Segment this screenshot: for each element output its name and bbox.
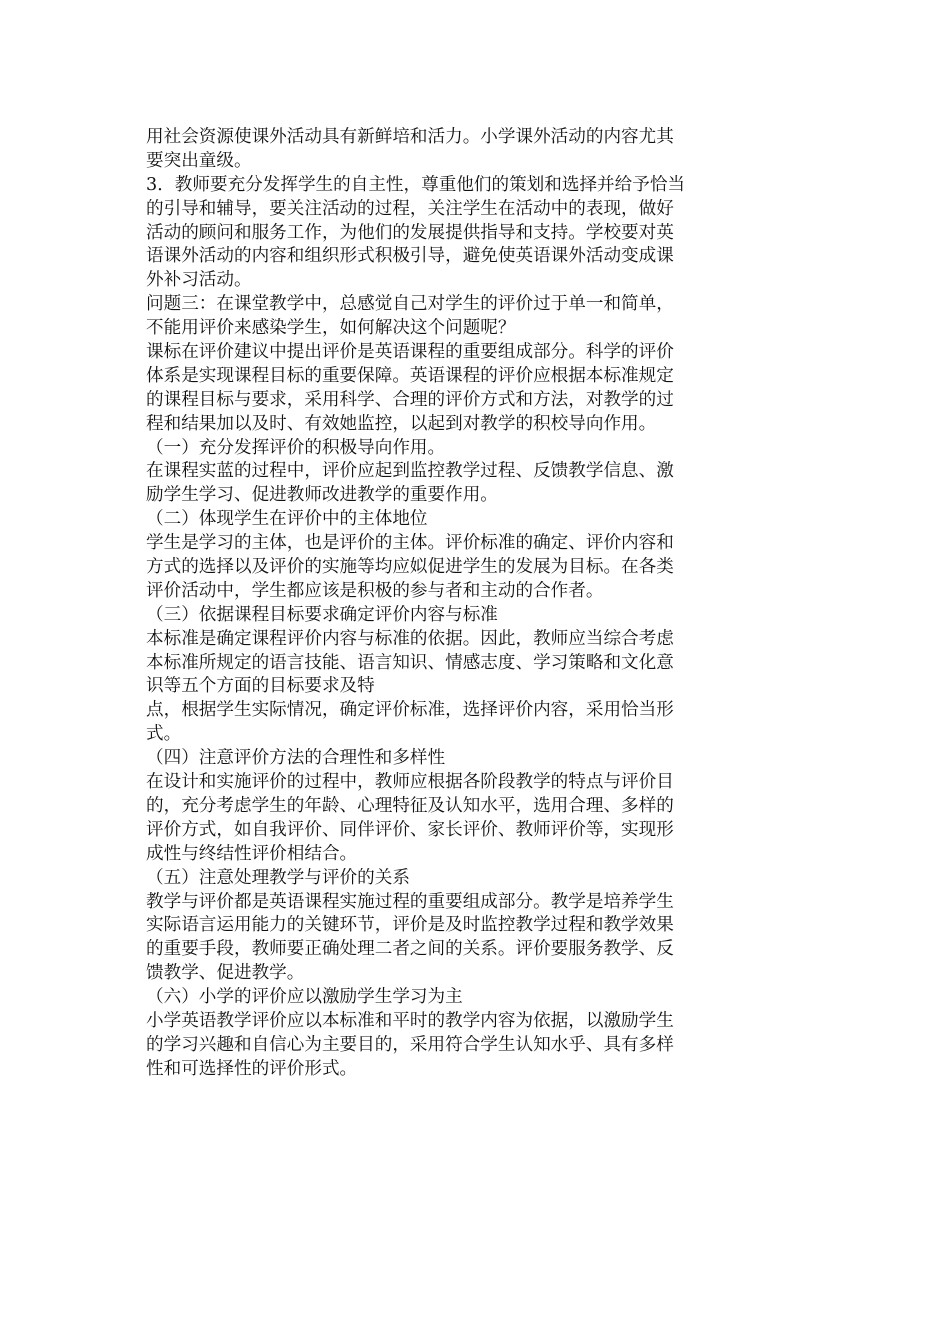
text-line: 课标在评价建议中提出评价是英语课程的重要组成部分。科学的评价 xyxy=(146,342,674,363)
section-heading-4: （四）注意评价方法的合理性和多样性 xyxy=(146,748,446,769)
text-line: 评价方式，如自我评价、同伴评价、家长评价、教师评价等，实现形 xyxy=(146,819,674,840)
text-line: 要突出童级。 xyxy=(146,150,252,171)
text-line: 评价活动中，学生都应该是积极的参与者和主动的合作者。 xyxy=(146,580,604,601)
text-line: 小学英语教学评价应以本标准和平时的教学内容为依据，以激励学生 xyxy=(146,1010,674,1031)
text-line: 馈教学、促进教学。 xyxy=(146,963,305,984)
question-heading: 问题三：在课堂教学中，总感觉自己对学生的评价过于单一和简单， xyxy=(146,294,674,315)
text-line: 的课程目标与要求，采用科学、合理的评价方式和方法，对教学的过 xyxy=(146,389,674,410)
text-line: 方式的选择以及评价的实施等均应姒促进学生的发展为目标。在各类 xyxy=(146,557,674,578)
text-line: 用社会资源使课外活动具有新鲜培和活力。小学课外活动的内容尤其 xyxy=(146,127,674,147)
text-line: 式。 xyxy=(146,724,182,745)
text-line: 励学生学习、促进教师改进教学的重要作用。 xyxy=(146,485,498,506)
text-line: 语课外活动的内容和组织形式积极引导，避免使英语课外活动变成课 xyxy=(146,246,674,267)
text-line: 本标准是确定课程评价内容与标准的依据。因此，教师应当综合考虑 xyxy=(146,628,674,649)
text-line: 识等五个方面的目标要求及特 xyxy=(146,676,375,697)
document-page xyxy=(146,126,796,1082)
text-line: 本标准所规定的语言技能、语言知识、情感志度、学习策略和文化意 xyxy=(146,652,674,673)
text-line: 的重要手段，教师要正确处理二者之间的关系。评价要服务教学、反 xyxy=(146,939,674,960)
text-line: 点，根据学生实际情况，确定评价标准，选择评价内容，采用恰当形 xyxy=(146,700,674,721)
text-line: 教学与评价都是英语课程实施过程的重要组成部分。教学是培养学生 xyxy=(146,891,674,912)
section-heading-2: （二）体现学生在评价中的主体地位 xyxy=(146,509,428,530)
section-heading-3: （三）依据课程目标要求确定评价内容与标准 xyxy=(146,604,498,625)
section-heading-1: （一）充分发挥评价的积极导向作用。 xyxy=(146,437,446,458)
text-line: 程和结果加以及时、有效她监控，以起到对教学的积校导向作用。 xyxy=(146,413,657,434)
text-line: 在课程实蓝的过程中，评价应起到监控教学过程、反馈教学信息、激 xyxy=(146,461,674,482)
text-line: 学生是学习的主体，也是评价的主体。评价标准的确定、评价内容和 xyxy=(146,533,674,554)
text-line: 外补习活动。 xyxy=(146,270,252,291)
text-line: 的学习兴趣和自信心为主要目的，采用符合学生认知水乎、具有多样 xyxy=(146,1034,674,1055)
question-heading: 不能用评价来感染学生，如何解决这个问题呢？ xyxy=(146,318,516,339)
text-line: 性和可选择性的评价形式。 xyxy=(146,1058,358,1079)
text-line: 的，充分考虑学生的年龄、心理特征及认知水平，选用合理、多样的 xyxy=(146,795,674,816)
text-line: 活动的顾问和服务工作，为他们的发展提供指导和支持。学校要对英 xyxy=(146,222,674,243)
text-line: 的引导和辅导，要关注活动的过程，关注学生在活动中的表现，做好 xyxy=(146,198,674,219)
section-heading-6: （六）小学的评价应以激励学生学习为主 xyxy=(146,987,463,1008)
list-item-3: 3．教师要充分发挥学生的自主性，尊重他们的策划和选择并给予恰当 xyxy=(146,174,686,195)
text-line: 体系是实现课程目标的重要保障。英语课程的评价应根据本标准规定 xyxy=(146,365,674,386)
text-line: 成性与终结性评价相结合。 xyxy=(146,843,358,864)
text-line: 在设计和实施评价的过程中，教师应根据各阶段教学的特点与评价目 xyxy=(146,772,674,793)
section-heading-5: （五）注意处理教学与评价的关系 xyxy=(146,867,410,888)
text-line: 实际语言运用能力的关键环节，评价是及时监控教学过程和教学效果 xyxy=(146,915,674,936)
